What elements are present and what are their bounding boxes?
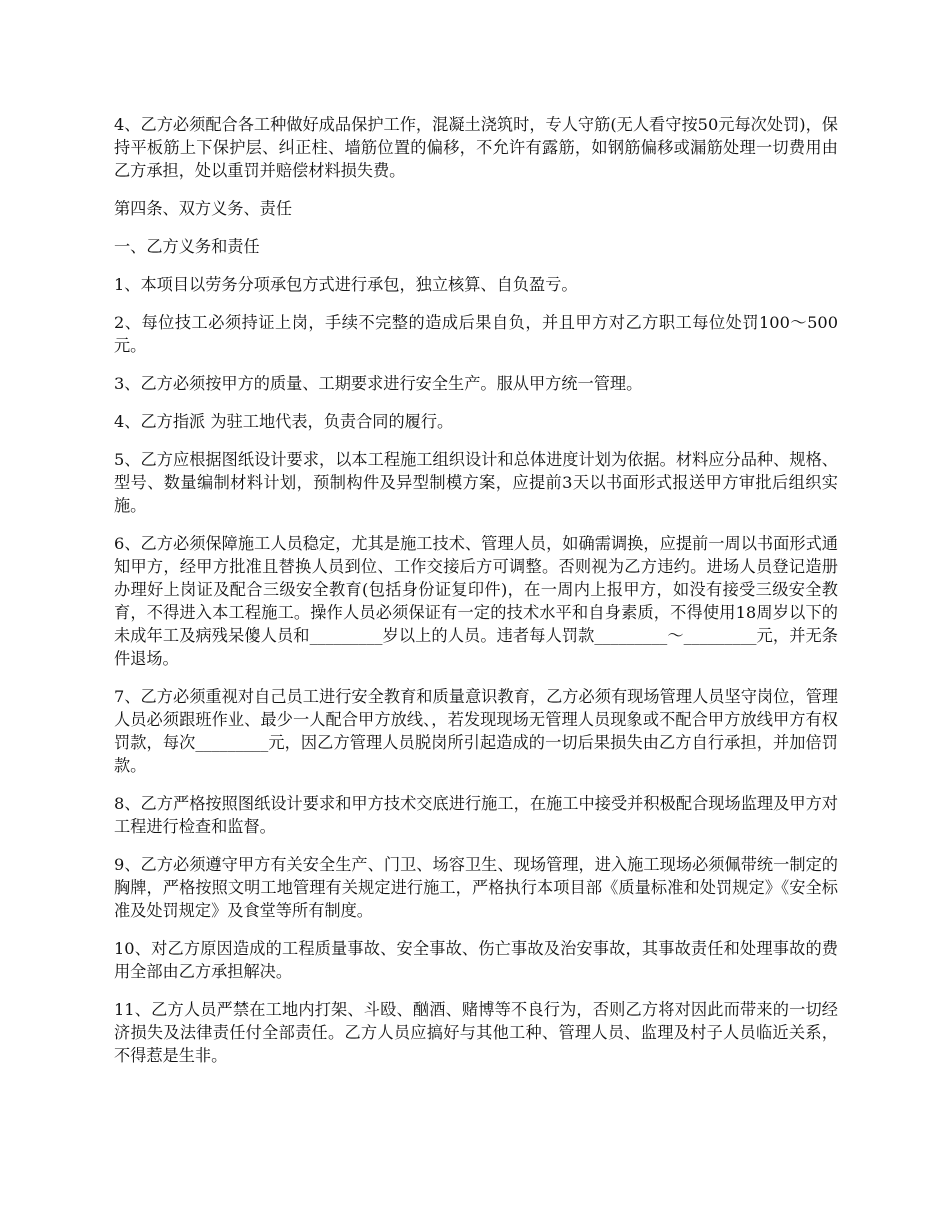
paragraph-item-6: 6、乙方必须保障施工人员稳定，尤其是施工技术、管理人员，如确需调换，应提前一周以书面形式通知甲方，经甲方批准且替换人员到位、工作交接后方可调整。否则视为乙方违约。进场人员登记造册办理好上岗证及配合三级安全教育(包括身份证复印件)，在一周内上报甲方，如没有接受三级安全教育，不得进入本工程施工。操作人员必须保证有一定的技术水平和自身素质，不得使用18周岁以下的未成年工及病残呆傻人员和_________岁以上的人员。违者每人罚款_________～_________元，并无条件退场。 [114, 534, 838, 668]
paragraph-item-1: 1、本项目以劳务分项承包方式进行承包，独立核算、自负盈亏。 [114, 275, 578, 294]
paragraph-item-2: 2、每位技工必须持证上岗，手续不完整的造成后果自负，并且甲方对乙方职工每位处罚100～500元。 [114, 313, 838, 355]
paragraph-item-5: 5、乙方应根据图纸设计要求，以本工程施工组织设计和总体进度计划为依据。材料应分品种、规格、型号、数量编制材料计划，预制构件及异型制模方案，应提前3天以书面形式报送甲方审批后组织实施。 [114, 450, 838, 515]
section-heading-article-four: 第四条、双方义务、责任 [114, 199, 293, 218]
paragraph-item-8: 8、乙方严格按照图纸设计要求和甲方技术交底进行施工，在施工中接受并积极配合现场监理及甲方对工程进行检查和监督。 [114, 794, 838, 836]
paragraph-item-4: 4、乙方指派 为驻工地代表，负责合同的履行。 [114, 412, 454, 431]
paragraph-item-3: 3、乙方必须按甲方的质量、工期要求进行安全生产。服从甲方统一管理。 [114, 374, 643, 393]
document-body [114, 113, 838, 1082]
paragraph-item-11: 11、乙方人员严禁在工地内打架、斗殴、酗酒、赌博等不良行为，否则乙方将对因此而带来的一切经济损失及法律责任付全部责任。乙方人员应搞好与其他工种、管理人员、监理及村子人员临近关系，不得惹是生非。 [114, 1000, 838, 1065]
paragraph-item-10: 10、对乙方原因造成的工程质量事故、安全事故、伤亡事故及治安事故，其事故责任和处理事故的费用全部由乙方承担解决。 [114, 939, 838, 981]
paragraph-item-7: 7、乙方必须重视对自己员工进行安全教育和质量意识教育，乙方必须有现场管理人员坚守岗位，管理人员必须跟班作业、最少一人配合甲方放线、，若发现现场无管理人员现象或不配合甲方放线甲方有权罚款，每次_________元，因乙方管理人员脱岗所引起造成的一切后果损失由乙方自行承担，并加倍罚款。 [114, 687, 838, 775]
paragraph-protection-duty: 4、乙方必须配合各工种做好成品保护工作，混凝土浇筑时，专人守筋(无人看守按50元每次处罚)，保持平板筋上下保护层、纠正柱、墙筋位置的偏移，不允许有露筋，如钢筋偏移或漏筋处理一切费用由乙方承担，处以重罚并赔偿材料损失费。 [114, 115, 838, 180]
paragraph-item-9: 9、乙方必须遵守甲方有关安全生产、门卫、场容卫生、现场管理，进入施工现场必须佩带统一制定的胸牌，严格按照文明工地管理有关规定进行施工，严格执行本项目部《质量标准和处罚规定》《安全标准及处罚规定》及食堂等所有制度。 [114, 855, 838, 920]
subsection-heading-party-b: 一、乙方义务和责任 [114, 237, 260, 256]
